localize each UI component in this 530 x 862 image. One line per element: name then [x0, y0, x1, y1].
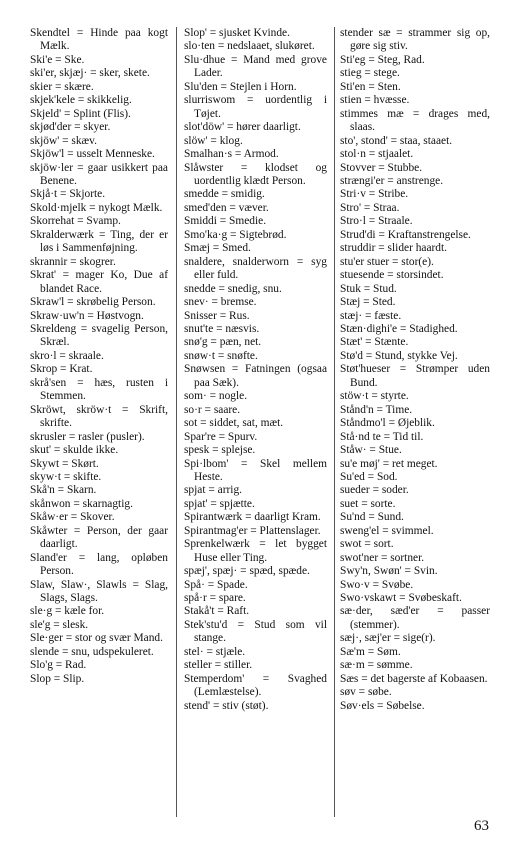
- dictionary-entry: struddir = slider haardt.: [340, 242, 448, 255]
- dictionary-entry: Stuk = Stud.: [340, 282, 397, 295]
- dictionary-entry: Sprenkelwærk = let bygget Huse eller Ting.: [184, 538, 327, 564]
- column-left: [30, 27, 168, 686]
- dictionary-entry: Skjeld' = Splint (Flis).: [30, 107, 131, 120]
- dictionary-entry: stöw·t = styrte.: [340, 390, 409, 403]
- dictionary-entry: snev· = bremse.: [184, 296, 257, 309]
- dictionary-entry: Sæ'm = Søm.: [340, 645, 401, 658]
- dictionary-entry: Skraw·uw'n = Høstvogn.: [30, 309, 144, 322]
- dictionary-entry: slurriswom = uordentlig i Tøjet.: [184, 94, 327, 120]
- dictionary-entry: skjöw·ler = gaar usikkert paa Benene.: [30, 161, 168, 187]
- dictionary-entry: slende = snu, udspekuleret.: [30, 645, 154, 658]
- dictionary-entry: snedde = snedig, snu.: [184, 282, 282, 295]
- dictionary-entry: spjat' = spjætte.: [184, 497, 255, 510]
- dictionary-entry: Ski'e = Ske.: [30, 53, 85, 66]
- dictionary-entry: Slo'g = Rad.: [30, 659, 87, 672]
- dictionary-entry: Stæn·dighi'e = Stadighed.: [340, 322, 458, 335]
- dictionary-entry: Stæt' = Stænte.: [340, 336, 409, 349]
- dictionary-entry: sæj·, sæj'er = sige(r).: [340, 632, 436, 645]
- dictionary-entry: Stek'stu'd = Stud som vil stange.: [184, 618, 327, 645]
- dictionary-entry: Slop = Slip.: [30, 672, 85, 685]
- dictionary-entry: spesk = splejse.: [184, 444, 256, 457]
- dictionary-entry: Stro' = Straa.: [340, 201, 400, 214]
- dictionary-entry: Smalhan·s = Armod.: [184, 148, 279, 161]
- dictionary-entry: skier = skære.: [30, 80, 94, 93]
- dictionary-entry: Stæj = Sted.: [340, 296, 396, 309]
- dictionary-entry: steller = stiller.: [184, 659, 253, 672]
- dictionary-entry: sueder = soder.: [340, 484, 409, 497]
- dictionary-entry: smedde = smidig.: [184, 188, 265, 201]
- dictionary-entry: Skjöw'l = usselt Menneske.: [30, 148, 155, 161]
- dictionary-entry: smed'den = væver.: [184, 201, 269, 214]
- dictionary-entry: stend' = stiv (støt).: [184, 699, 269, 712]
- dictionary-entry: Swo·v = Svøbe.: [340, 578, 414, 591]
- dictionary-entry: Spi·lbom' = Skel mellem Heste.: [184, 457, 327, 483]
- dictionary-entry: ski'er, skjæj· = sker, skete.: [30, 67, 150, 80]
- dictionary-entry: spæj', spæj· = spæd, spæde.: [184, 565, 310, 578]
- dictionary-entry: Su'ed = Sod.: [340, 470, 398, 483]
- dictionary-entry: Smæj = Smed.: [184, 242, 251, 255]
- dictionary-entry: Skjå·t = Skjorte.: [30, 188, 106, 201]
- dictionary-entry: Skorrehat = Svamp.: [30, 215, 121, 228]
- dictionary-entry: snøw·t = snøfte.: [184, 349, 258, 362]
- dictionary-entry: spå·r = spare.: [184, 592, 246, 605]
- dictionary-entry: strængi'er = anstrenge.: [340, 174, 444, 187]
- dictionary-entry: stol·n = stjaalet.: [340, 148, 414, 161]
- column-middle: [184, 27, 327, 713]
- dictionary-entry: Skendtel = Hinde paa kogt Mælk.: [30, 27, 168, 53]
- dictionary-entry: sæ·m = sømme.: [340, 659, 413, 672]
- dictionary-entry: Slop' = sjusket Kvinde.: [184, 27, 290, 39]
- dictionary-entry: Spar're = Spurv.: [184, 430, 258, 443]
- dictionary-entry: Skåwter = Person, der gaar daarligt.: [30, 524, 168, 551]
- dictionary-entry: Su'nd = Sund.: [340, 511, 404, 524]
- dictionary-entry: Skrop = Krat.: [30, 363, 93, 376]
- dictionary-entry: sæ·der, sæd'er = passer (stemmer).: [340, 605, 490, 631]
- dictionary-entry: spjat = arrig.: [184, 484, 242, 497]
- dictionary-entry: stel· = stjæle.: [184, 645, 246, 658]
- dictionary-entry: snø'g = pæn, net.: [184, 336, 262, 349]
- dictionary-entry: stæj· = fæste.: [340, 309, 402, 322]
- dictionary-entry: sle·g = kæle for.: [30, 605, 105, 618]
- dictionary-entry: Sle·ger = stor og svær Mand.: [30, 632, 163, 645]
- dictionary-entry: skut' = skulde ikke.: [30, 444, 119, 457]
- dictionary-entry: Stakå't = Raft.: [184, 605, 250, 618]
- dictionary-entry: skjød'der = skyer.: [30, 121, 111, 134]
- dictionary-entry: skrå'sen = hæs, rusten i Stemmen.: [30, 376, 168, 403]
- dictionary-entry: slot'döw' = hører daarligt.: [184, 121, 301, 134]
- dictionary-entry: Slu'den = Stejlen i Horn.: [184, 80, 297, 93]
- dictionary-entry: Spirantmag'er = Plattenslager.: [184, 524, 321, 537]
- dictionary-entry: slo·ten = nedslaaet, slukøret.: [184, 40, 315, 53]
- dictionary-entry: Skrat' = mager Ko, Due af blandet Race.: [30, 269, 168, 295]
- dictionary-entry: Skold·mjelk = nykogt Mælk.: [30, 201, 163, 214]
- dictionary-entry: stender sæ = strammer sig op, gøre sig stiv.: [340, 27, 490, 53]
- dictionary-entry: slöw' = klog.: [184, 134, 243, 147]
- dictionary-entry: Ståw· = Stue.: [340, 444, 402, 457]
- dictionary-entry: Skraw'l = skrøbelig Person.: [30, 296, 156, 309]
- dictionary-entry: Stånd'n = Time.: [340, 403, 413, 416]
- dictionary-entry: Swo·vskawt = Svøbeskaft.: [340, 592, 462, 605]
- dictionary-entry: Støt'hueser = Strømper uden Bund.: [340, 363, 490, 389]
- dictionary-entry: Stø'd = Stund, stykke Vej.: [340, 349, 458, 362]
- dictionary-entry: Slaw, Slaw·, Slawls = Slag, Slags, Slags.: [30, 578, 168, 605]
- dictionary-entry: Swy'n, Swøn' = Svin.: [340, 565, 438, 578]
- dictionary-entry: suet = sorte.: [340, 497, 396, 510]
- dictionary-entry: Spirantwærk = daarligt Kram.: [184, 511, 321, 524]
- dictionary-entry: Skåw·er = Skover.: [30, 511, 115, 524]
- dictionary-entry: skrannir = skogrer.: [30, 255, 116, 268]
- dictionary-entry: Smiddi = Smedie.: [184, 215, 267, 228]
- dictionary-entry: so·r = saare.: [184, 403, 241, 416]
- dictionary-entry: skånwon = skarnagtig.: [30, 497, 133, 510]
- dictionary-entry: Stri·v = Stribe.: [340, 188, 409, 201]
- dictionary-entry: skyw·t = skifte.: [30, 470, 102, 483]
- dictionary-entry: Sti'en = Sten.: [340, 80, 401, 93]
- dictionary-entry: Strud'di = Kraftanstrengelse.: [340, 228, 471, 241]
- dictionary-entry: Stemperdom' = Svaghed (Lemlæstelse).: [184, 672, 327, 699]
- column-divider: [176, 27, 177, 817]
- dictionary-entry: skjöw' = skæv.: [30, 134, 97, 147]
- dictionary-entry: Sæs = det bagerste af Kobaasen.: [340, 672, 488, 685]
- dictionary-entry: stuesende = storsindet.: [340, 269, 444, 282]
- dictionary-entry: snut'te = næsvis.: [184, 322, 260, 335]
- dictionary-entry: swot = sort.: [340, 538, 394, 551]
- dictionary-entry: snaldere, snalderworn = syg eller fuld.: [184, 255, 327, 282]
- dictionary-entry: Skralderwærk = Ting, der er løs i Sammenføjning.: [30, 228, 168, 255]
- dictionary-entry: stieg = stege.: [340, 67, 400, 80]
- dictionary-entry: Stovver = Stubbe.: [340, 161, 423, 174]
- dictionary-entry: Stro·l = Straale.: [340, 215, 413, 228]
- dictionary-entry: stimmes mæ = drages med, slaas.: [340, 107, 490, 134]
- column-divider: [334, 27, 335, 817]
- dictionary-entry: skrusler = rasler (pusler).: [30, 430, 145, 443]
- dictionary-entry: stien = hvæsse.: [340, 94, 410, 107]
- dictionary-entry: søv = søbe.: [340, 686, 392, 699]
- dictionary-entry: Stå·nd te = Tid til.: [340, 430, 424, 443]
- dictionary-entry: Sti'eg = Steg, Rad.: [340, 53, 425, 66]
- dictionary-entry: swot'ner = sortner.: [340, 551, 425, 564]
- dictionary-entry: Ståndmo'l = Øjeblik.: [340, 417, 435, 430]
- dictionary-entry: sle'g = slesk.: [30, 618, 89, 631]
- page-number: 63: [474, 818, 489, 834]
- dictionary-entry: su'e møj' = ret meget.: [340, 457, 438, 470]
- dictionary-entry: Slu·dhue = Mand med grove Lader.: [184, 53, 327, 80]
- dictionary-entry: stu'er stuer = stor(e).: [340, 255, 434, 268]
- dictionary-entry: skjek'kele = skikkelig.: [30, 94, 132, 107]
- dictionary-entry: sto', stond' = staa, staaet.: [340, 134, 453, 147]
- dictionary-entry: Smo'ka·g = Sigtebrød.: [184, 228, 287, 241]
- dictionary-entry: Skreldeng = svagelig Person, Skræl.: [30, 322, 168, 349]
- dictionary-entry: sweng'el = svimmel.: [340, 524, 434, 537]
- dictionary-entry: skro·l = skraale.: [30, 349, 104, 362]
- dictionary-entry: Skå'n = Skarn.: [30, 484, 97, 497]
- dictionary-entry: som· = nogle.: [184, 390, 248, 403]
- column-right: [340, 27, 490, 713]
- dictionary-entry: Søv·els = Søbelse.: [340, 699, 425, 712]
- dictionary-entry: Slåwster = klodset og uordentlig klædt Person.: [184, 161, 327, 187]
- dictionary-entry: Sland'er = lang, opløben Person.: [30, 551, 168, 578]
- dictionary-entry: Skywt = Skørt.: [30, 457, 99, 470]
- dictionary-entry: sot = siddet, sat, mæt.: [184, 417, 284, 430]
- dictionary-entry: Snøwsen = Fatningen (ogsaa paa Sæk).: [184, 363, 327, 389]
- dictionary-entry: Skröwt, skröw·t = Skrift, skrifte.: [30, 403, 168, 430]
- dictionary-entry: Snisser = Rus.: [184, 309, 250, 322]
- dictionary-entry: Spå· = Spade.: [184, 578, 248, 591]
